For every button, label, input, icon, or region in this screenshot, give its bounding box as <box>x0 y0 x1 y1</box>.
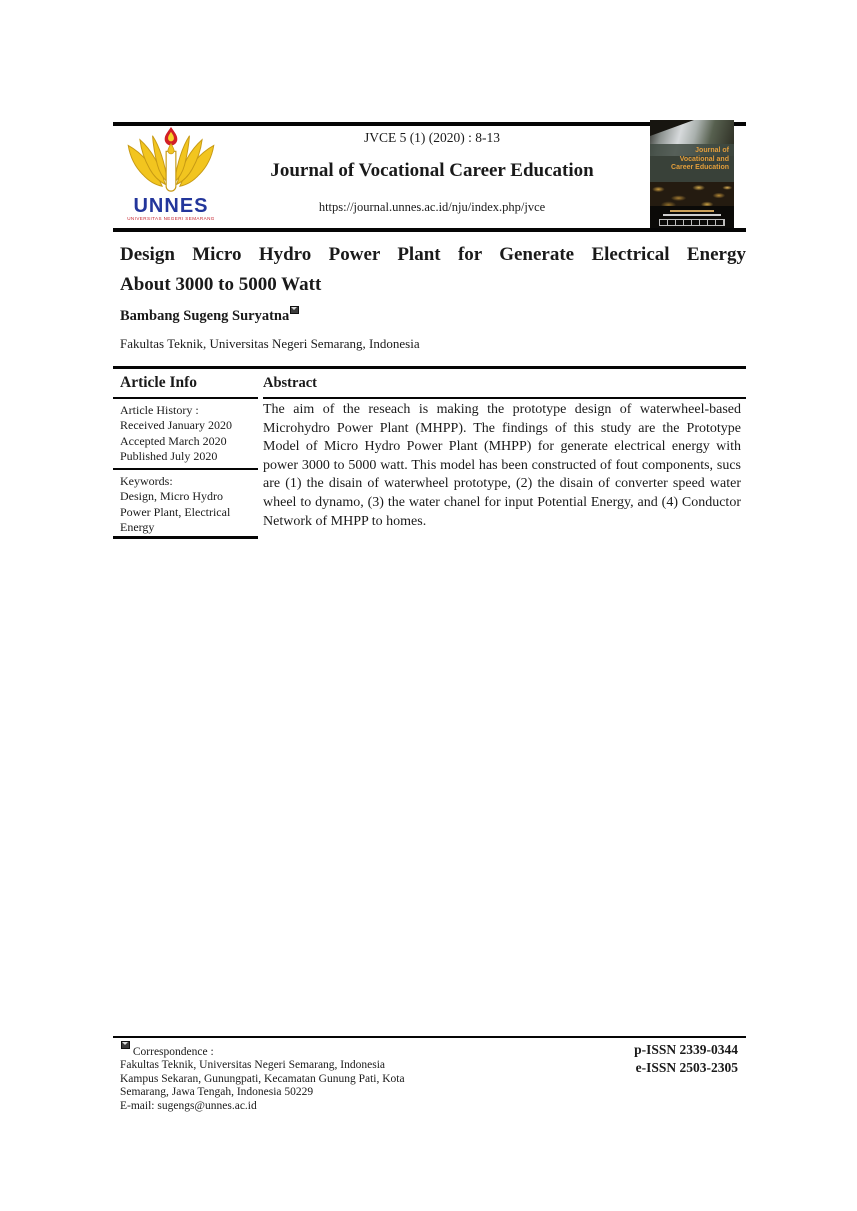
cover-title: Journal of Vocational and Career Education <box>671 147 729 171</box>
cover-bottom-band <box>650 206 734 228</box>
author-line <box>120 306 299 325</box>
history-line: Published July 2020 <box>120 449 218 464</box>
keywords-label: Keywords: <box>120 474 173 488</box>
correspondence-line: E-mail: sugengs@unnes.ac.id <box>120 1099 257 1112</box>
cover-caption-line <box>670 210 714 212</box>
unnes-logo-graphic <box>122 126 220 196</box>
logo-university-caption: UNIVERSITAS NEGERI SEMARANG <box>127 216 215 221</box>
paper-title <box>120 240 746 300</box>
journal-title: Journal of Vocational Career Education <box>270 160 594 181</box>
author-affiliation: Fakultas Teknik, Universitas Negeri Semarang, Indonesia <box>120 336 420 351</box>
correspondence-line: Kampus Sekaran, Gunungpati, Kecamatan Gunung Pati, Kota <box>120 1072 405 1085</box>
footer-rule <box>113 1036 746 1038</box>
article-info-heading: Article Info <box>120 374 198 391</box>
correspondence-label: Correspondence : <box>132 1046 214 1058</box>
keywords-block <box>120 474 260 536</box>
journal-issue: JVCE 5 (1) (2020) : 8-13 <box>363 130 501 145</box>
cover-caption-line <box>663 214 721 216</box>
journal-url[interactable]: https://journal.unnes.ac.id/nju/index.php/jvce <box>318 200 546 214</box>
header-center <box>222 130 642 215</box>
correspondence-line: Semarang, Jawa Tengah, Indonesia 50229 <box>120 1086 314 1099</box>
table-bottom-rule <box>113 536 258 539</box>
keywords-line: Power Plant, Electrical <box>120 504 231 519</box>
logo-acronym: UNNES <box>133 195 209 217</box>
mail-icon <box>290 303 299 317</box>
paper-title-line2: About 3000 to 5000 Watt <box>120 274 322 295</box>
keywords-line: Energy <box>120 520 155 535</box>
info-heading-underline <box>113 397 258 399</box>
correspondence-line: Fakultas Teknik, Universitas Negeri Semarang, Indonesia <box>120 1059 386 1072</box>
keywords-line: Design, Micro Hydro <box>120 489 223 504</box>
abstract-heading: Abstract <box>263 375 317 391</box>
author-name: Bambang Sugeng Suryatna <box>120 308 290 324</box>
correspondence-header <box>120 1041 560 1059</box>
info-divider-rule <box>113 468 258 470</box>
correspondence-block <box>120 1041 560 1113</box>
abstract-text: The aim of the reseach is making the prototype design of waterwheel-based Microhydro Power Plant (MHPP). The findings of this study are the Prototype Model of Micro Hydro Power Plant (MHPP) for generate electrical energy with power 3000 to 5000 watt. This model has been constructed of fout components, sucs are (1) the disain of waterwheel prototype, (2) the disain of converter speed water wheel to dynamo, (3) the water chanel for input Potential Energy, and (4) Conductor Network of MHPP to homes. <box>263 402 741 529</box>
paper-title-line1: Design Micro Hydro Power Plant for Generate Electrical Energy <box>120 244 746 265</box>
article-history-block <box>120 403 260 465</box>
e-issn: e-ISSN 2503-2305 <box>635 1059 738 1075</box>
unnes-logo <box>116 126 226 222</box>
cover-barcode-row <box>659 219 725 226</box>
abstract-heading-underline <box>263 397 746 399</box>
cover-grain-art <box>650 182 734 208</box>
header-bottom-rule <box>113 228 746 232</box>
p-issn: p-ISSN 2339-0344 <box>634 1042 738 1057</box>
history-line: Accepted March 2020 <box>120 433 227 448</box>
history-line: Received January 2020 <box>120 418 232 433</box>
issn-block <box>556 1041 738 1076</box>
article-history-label: Article History : <box>120 403 199 417</box>
mail-icon <box>121 1041 130 1052</box>
table-top-rule <box>113 366 746 369</box>
journal-cover-thumbnail <box>650 120 734 228</box>
